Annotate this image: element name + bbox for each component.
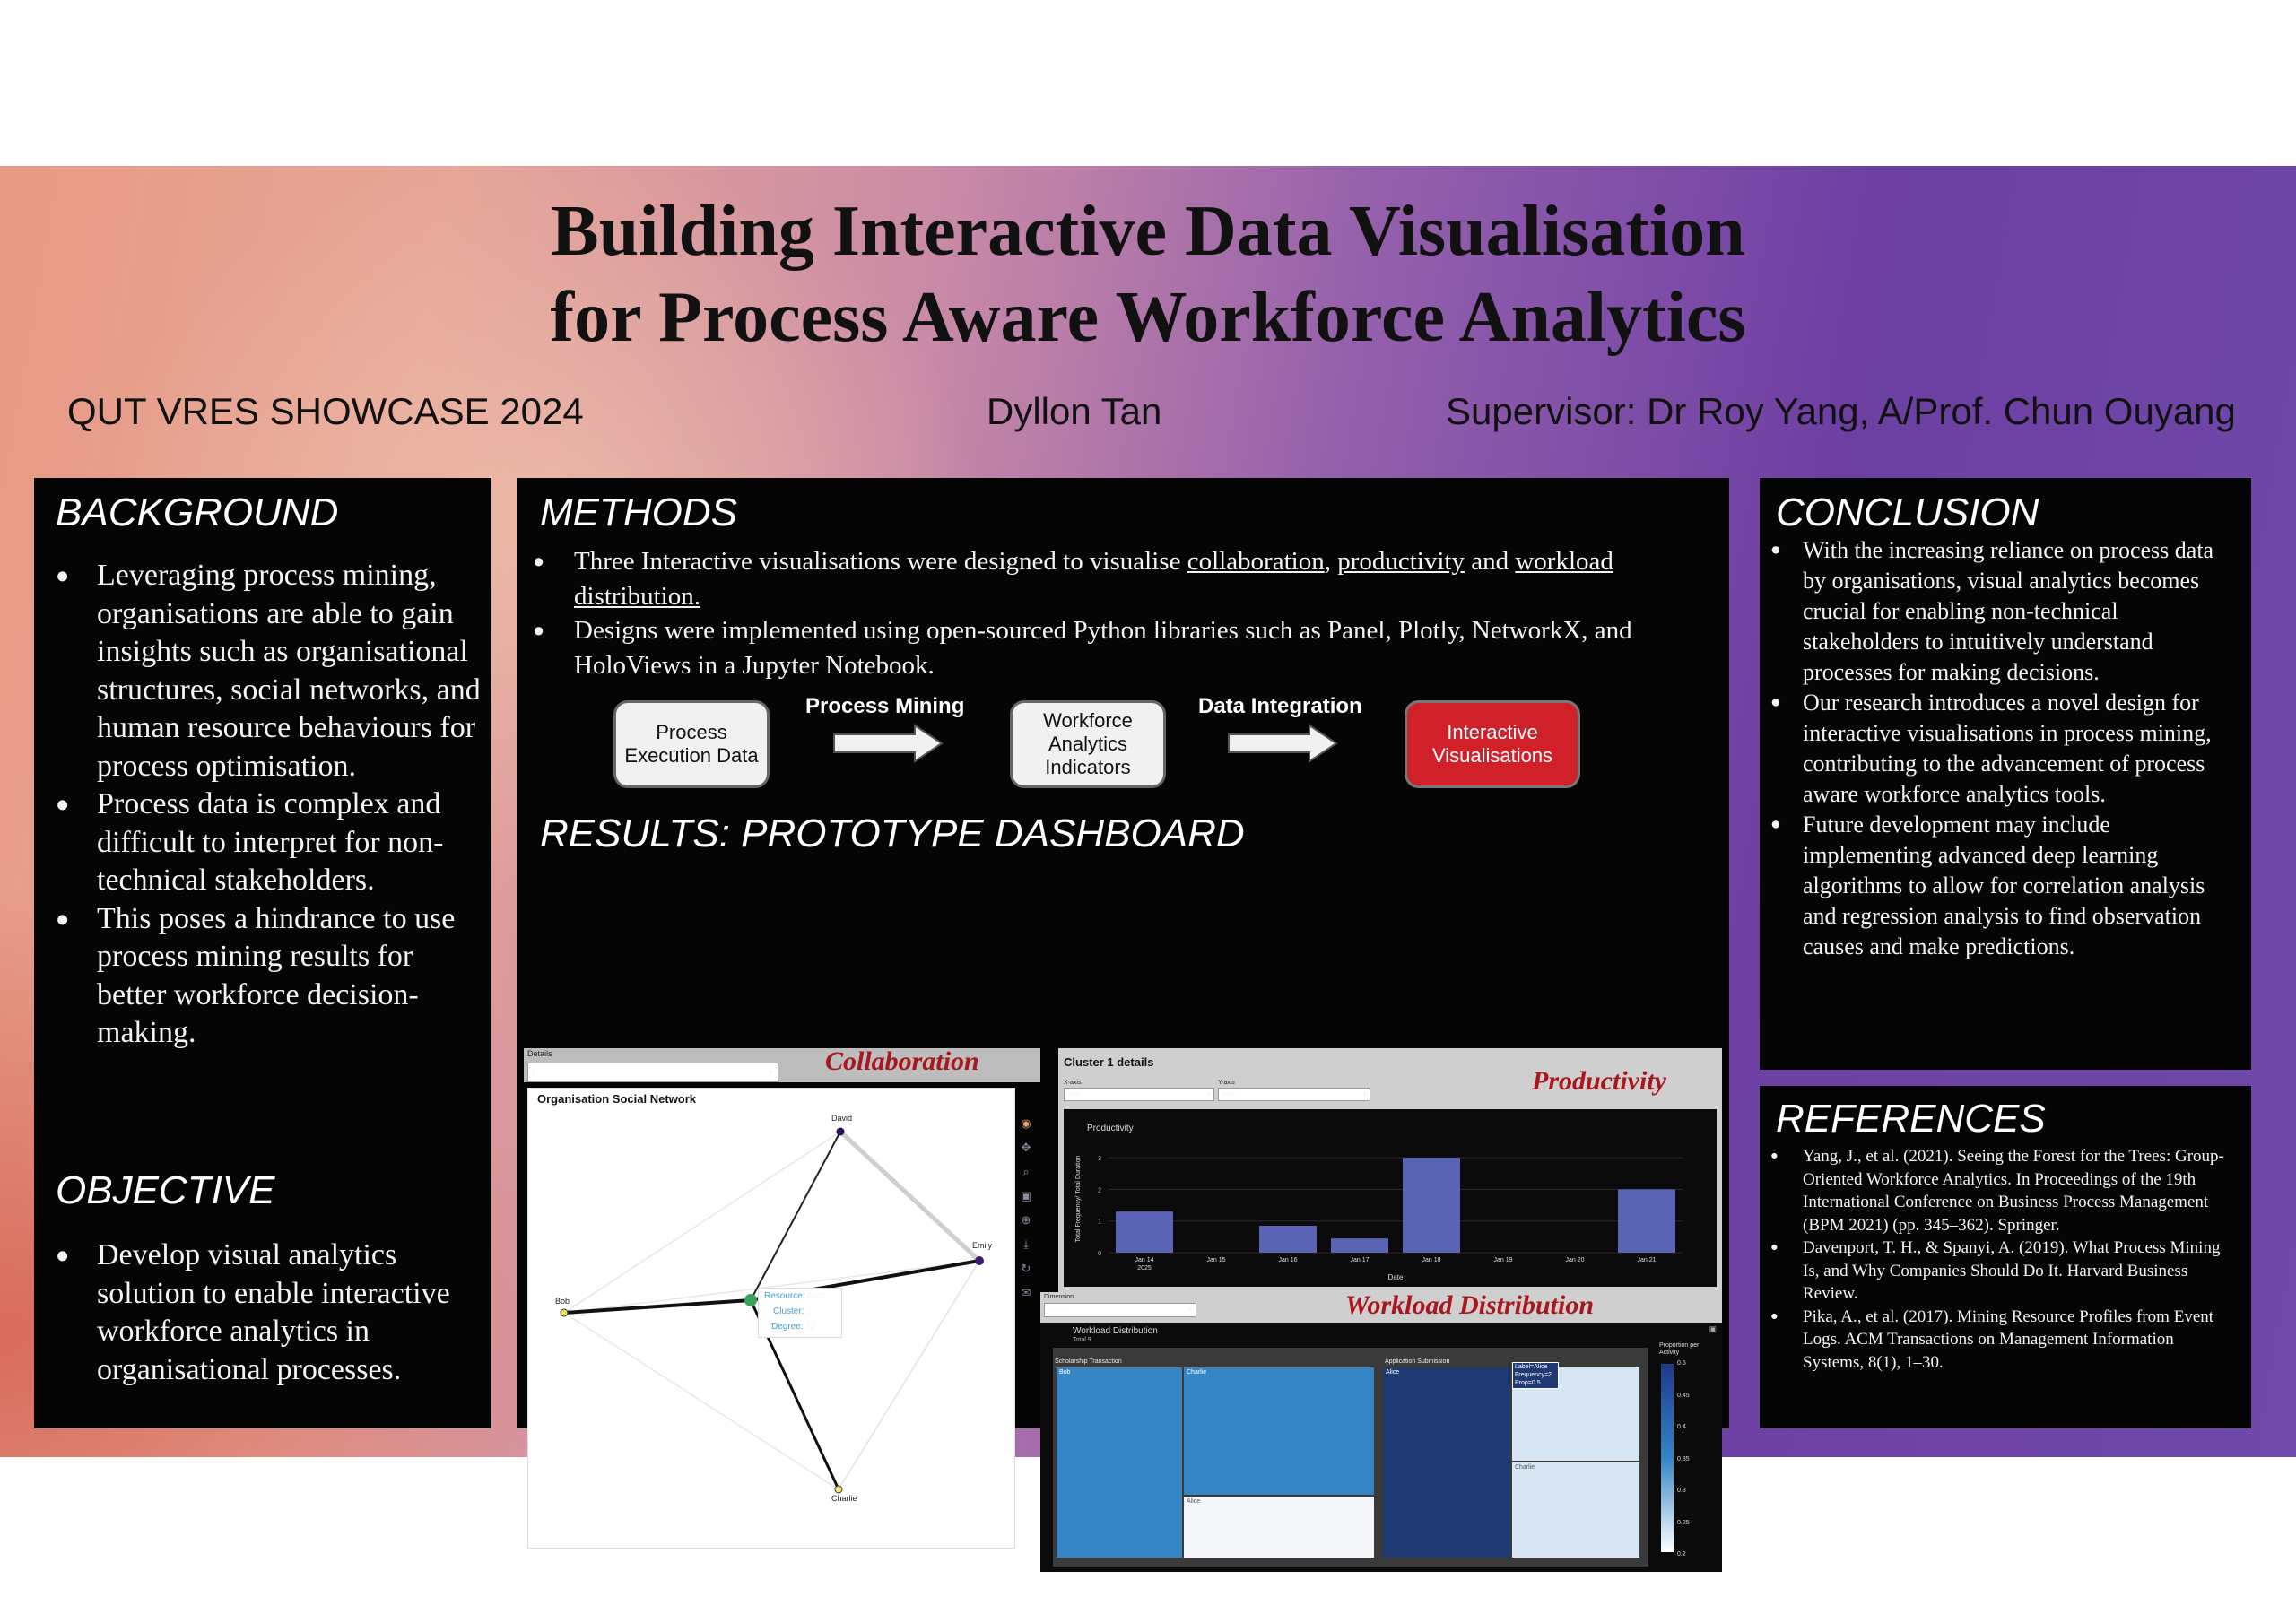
treemap-cell[interactable] — [1383, 1367, 1510, 1558]
flow-box-interactive-visualisations: Interactive Visualisations — [1405, 700, 1580, 788]
bar — [1116, 1211, 1173, 1253]
network-plot — [527, 1088, 1015, 1549]
collaboration-label: Collaboration — [825, 1046, 979, 1076]
zoom-icon[interactable]: ⌕ — [1022, 1165, 1030, 1178]
methods-text: Three Interactive visualisations were designed to visualise — [574, 547, 1187, 576]
node-tooltip — [758, 1288, 842, 1338]
dimension-value: Activity — [1048, 1306, 1069, 1313]
event-name: QUT VRES SHOWCASE 2024 — [67, 390, 584, 432]
reference-item: ● Davenport, T. H., & Spanyi, A. (2019). What Process Mining Is, and Why Companies Should Do It. Harvard Business Review. — [1760, 1237, 2233, 1306]
background-bullet: ● Leveraging process mining, organisations are able to gain insights such as organisational structures, social networks, and human resource behaviours for process optimisation. — [45, 557, 484, 785]
workload-chart-title: Workload Distribution — [1073, 1326, 1158, 1336]
tooltip-value: Alice — [806, 1291, 827, 1301]
conclusion-bullet: ● With the increasing reliance on process data by organisations, visual analytics becomes crucial for enabling non-technical stakeholders to intuitively understand processes for making decisions. — [1760, 535, 2233, 688]
results-heading: RESULTS: PROTOTYPE DASHBOARD — [540, 812, 1245, 855]
hover-line: Label=Alice — [1515, 1364, 1548, 1370]
productivity-bar-chart — [1064, 1109, 1717, 1287]
flow-arrow-icon — [1227, 724, 1340, 763]
background-list — [45, 557, 484, 1053]
flow-box-workforce-analytics-indicators: Workforce Analytics Indicators — [1010, 700, 1166, 788]
treemap-cell[interactable] — [1184, 1497, 1374, 1558]
node-label: Emily — [972, 1241, 992, 1250]
details-label: Details — [527, 1049, 552, 1058]
bar — [1403, 1158, 1460, 1253]
bokeh-logo-icon: ◉ — [1021, 1116, 1031, 1130]
treemap-group-label: Scholarship Transaction — [1055, 1358, 1122, 1365]
conclusion-list — [1760, 535, 2233, 962]
reset-icon[interactable]: ↻ — [1021, 1262, 1031, 1275]
author-name: Dyllon Tan — [987, 390, 1162, 432]
tooltip-value: 12 — [805, 1322, 816, 1332]
x-tick-label: Jan 19 — [1493, 1257, 1513, 1263]
references-heading: REFERENCES — [1776, 1097, 2046, 1141]
node-label: Charlie — [831, 1494, 857, 1503]
y-axis-value: Rate — [1222, 1091, 1236, 1098]
tooltip-row — [764, 1319, 841, 1334]
references-panel — [1760, 1086, 2251, 1428]
treemap — [1053, 1348, 1648, 1567]
y-tick-label: 2 — [1098, 1187, 1101, 1194]
hover-line: Frequency=2 — [1515, 1372, 1552, 1378]
colorbar-title: Proportion per Activity — [1659, 1342, 1700, 1356]
x-tick-label: Jan 18 — [1422, 1257, 1441, 1263]
bar — [1618, 1189, 1675, 1253]
methods-text: , — [1324, 547, 1338, 576]
poster — [0, 166, 2296, 1558]
treemap-hover-label — [1512, 1362, 1559, 1389]
workload-total: Total 9 — [1073, 1337, 1091, 1343]
flow-box-process-execution-data: Process Execution Data — [613, 700, 770, 788]
tooltip-key: Resource: — [764, 1291, 805, 1301]
bar — [1259, 1226, 1317, 1253]
save-icon[interactable]: ⤓ — [1023, 1237, 1029, 1251]
y-tick-label: 3 — [1098, 1156, 1101, 1163]
hover-line: Prop=0.5 — [1515, 1380, 1541, 1386]
colorbar-tick: 0.4 — [1677, 1424, 1686, 1430]
background-bullet: ● Process data is complex and difficult to interpret for non-technical stakeholders. — [45, 785, 484, 900]
title-line-1: Building Interactive Data Visualisation — [551, 192, 1745, 271]
tooltip-value: 1 — [806, 1306, 812, 1316]
node-david — [837, 1128, 845, 1136]
reference-item: ● Yang, J., et al. (2021). Seeing the Forest for the Trees: Group-Oriented Workforce Analytics. In Proceedings of the 19th International Conference on Business Process Management (BPM 2021) (pp. 345–362). Springer. — [1760, 1145, 2233, 1237]
productivity-chart — [1064, 1109, 1717, 1287]
node-emily — [975, 1256, 984, 1265]
chart-title: Productivity — [1087, 1124, 1134, 1133]
colorbar-tick: 0.3 — [1677, 1488, 1686, 1494]
y-axis-select[interactable] — [1218, 1088, 1370, 1101]
background-panel — [34, 478, 491, 1428]
y-tick-label: 0 — [1098, 1251, 1101, 1257]
background-heading: BACKGROUND — [56, 490, 339, 534]
treemap-cell-label: Alice — [1187, 1498, 1201, 1505]
node-alice — [744, 1294, 757, 1306]
conclusion-panel — [1760, 478, 2251, 1070]
methods-bullet — [522, 544, 1724, 613]
chevron-down-icon: ▾ — [1206, 1091, 1210, 1098]
x-tick-label: Jan 16 — [1278, 1257, 1298, 1263]
details-value: 1 — [532, 1068, 536, 1076]
colorbar-tick: 0.2 — [1677, 1551, 1686, 1558]
conclusion-heading: CONCLUSION — [1776, 490, 2039, 534]
flow-label-process-mining: Process Mining — [805, 694, 965, 718]
dimension-select[interactable] — [1044, 1303, 1196, 1317]
methods-panel — [517, 478, 1729, 1558]
treemap-cell-label: Charlie — [1515, 1464, 1535, 1471]
tooltip-row — [764, 1304, 841, 1319]
supervisor-line: Supervisor: Dr Roy Yang, A/Prof. Chun Ouyang — [1446, 390, 2236, 432]
treemap-cell-label: Alice — [1386, 1369, 1400, 1376]
plot-toolbar — [1017, 1111, 1035, 1308]
tooltip-row — [764, 1289, 841, 1304]
x-tick-label: Jan 14 — [1135, 1257, 1154, 1263]
flow-label-data-integration: Data Integration — [1198, 694, 1362, 718]
colorbar-ticks — [1677, 1360, 1690, 1558]
dimension-label: Dimension — [1044, 1294, 1074, 1300]
chevron-down-icon: ▾ — [1188, 1306, 1192, 1313]
workload-screenshot — [1040, 1292, 1722, 1572]
objective-list — [45, 1237, 484, 1389]
x-axis-select[interactable] — [1064, 1088, 1214, 1101]
poster-title — [0, 188, 2296, 360]
x-axis-value: Date — [1068, 1091, 1082, 1098]
cluster-details-title: Cluster 1 details — [1064, 1055, 1154, 1069]
methods-list — [522, 544, 1724, 682]
x-axis-title: Date — [1387, 1273, 1404, 1281]
productivity-term: productivity — [1337, 547, 1465, 576]
node-bob — [561, 1309, 568, 1316]
y-axis-select-label: Y-axis — [1218, 1080, 1235, 1086]
colorbar-tick: 0.35 — [1677, 1455, 1690, 1462]
workload-term: workload distribution. — [574, 547, 1613, 611]
tooltip-key: Cluster: — [773, 1306, 804, 1316]
collaboration-screenshot — [524, 1048, 1040, 1565]
objective-bullet: ● Develop visual analytics solution to enable interactive workforce analytics in organisational processes. — [45, 1237, 484, 1389]
bar — [1331, 1238, 1388, 1253]
treemap-group-label: Application Submission — [1385, 1358, 1450, 1365]
node-charlie — [835, 1486, 842, 1493]
colorbar-tick: 0.25 — [1677, 1519, 1690, 1526]
treemap-cell-label: Bob — [1059, 1369, 1071, 1376]
y-axis-title: Total Frequency/ Total Duration — [1075, 1155, 1082, 1243]
productivity-label: Productivity — [1532, 1066, 1666, 1096]
references-list — [1760, 1145, 2233, 1374]
hover-icon[interactable]: ✉ — [1021, 1286, 1031, 1299]
x-axis-select-label: X-axis — [1064, 1080, 1082, 1086]
x-tick-label: Jan 15 — [1206, 1257, 1226, 1263]
tooltip-key: Degree: — [771, 1322, 804, 1332]
methods-bullet: ● Designs were implemented using open-sourced Python libraries such as Panel, Plotly, NetworkX, and HoloViews in a Jupyter Notebook. — [522, 613, 1724, 682]
x-tick-label: Jan 17 — [1350, 1257, 1370, 1263]
methods-text: and — [1464, 547, 1516, 576]
details-select[interactable] — [527, 1063, 778, 1082]
productivity-screenshot — [1058, 1048, 1722, 1292]
flow-arrow-icon — [832, 724, 945, 763]
pan-icon[interactable]: ✥ — [1021, 1141, 1031, 1154]
box-zoom-icon[interactable]: ▣ — [1020, 1189, 1032, 1202]
node-label: David — [831, 1114, 853, 1123]
conclusion-bullet: ● Our research introduces a novel design for interactive visualisations in process mining, contributing to the advancement of process aware workforce analytics tools. — [1760, 688, 2233, 810]
treemap-cell-label: Charlie — [1187, 1369, 1207, 1376]
y-tick-label: 1 — [1098, 1219, 1101, 1226]
chevron-down-icon: ▾ — [1362, 1091, 1366, 1098]
workload-label: Workload Distribution — [1345, 1290, 1595, 1320]
title-line-2: for Process Aware Workforce Analytics — [550, 278, 1746, 357]
camera-icon[interactable]: ▣ — [1709, 1324, 1717, 1333]
objective-heading: OBJECTIVE — [56, 1168, 275, 1212]
reference-item: ● Pika, A., et al. (2017). Mining Resource Profiles from Event Logs. ACM Transactions on Management Information Systems, 8(1), 1–30. — [1760, 1306, 2233, 1375]
node-label: Bob — [555, 1297, 570, 1306]
colorbar-tick: 0.45 — [1677, 1392, 1690, 1399]
network-title: Organisation Social Network — [537, 1092, 696, 1106]
x-tick-label: Jan 20 — [1565, 1257, 1585, 1263]
x-tick-label: Jan 21 — [1637, 1257, 1657, 1263]
chevron-down-icon: ▾ — [768, 1068, 772, 1076]
wheel-zoom-icon[interactable]: ⊕ — [1021, 1213, 1031, 1227]
background-bullet: ● This poses a hindrance to use process mining results for better workforce decision-making. — [45, 900, 484, 1053]
treemap-cell[interactable] — [1184, 1367, 1374, 1495]
treemap-cell[interactable] — [1512, 1462, 1639, 1558]
colorbar — [1661, 1364, 1674, 1552]
x-tick-sublabel: 2025 — [1137, 1265, 1152, 1271]
colorbar-tick: 0.5 — [1677, 1360, 1686, 1367]
treemap-cell[interactable] — [1057, 1367, 1182, 1558]
conclusion-bullet: ● Future development may include implementing advanced deep learning algorithms to allow for correlation analysis and regression analysis to find observation causes and make predictions. — [1760, 810, 2233, 962]
collaboration-term: collaboration — [1187, 547, 1325, 576]
workload-chart — [1040, 1323, 1722, 1572]
methods-heading: METHODS — [540, 490, 737, 534]
